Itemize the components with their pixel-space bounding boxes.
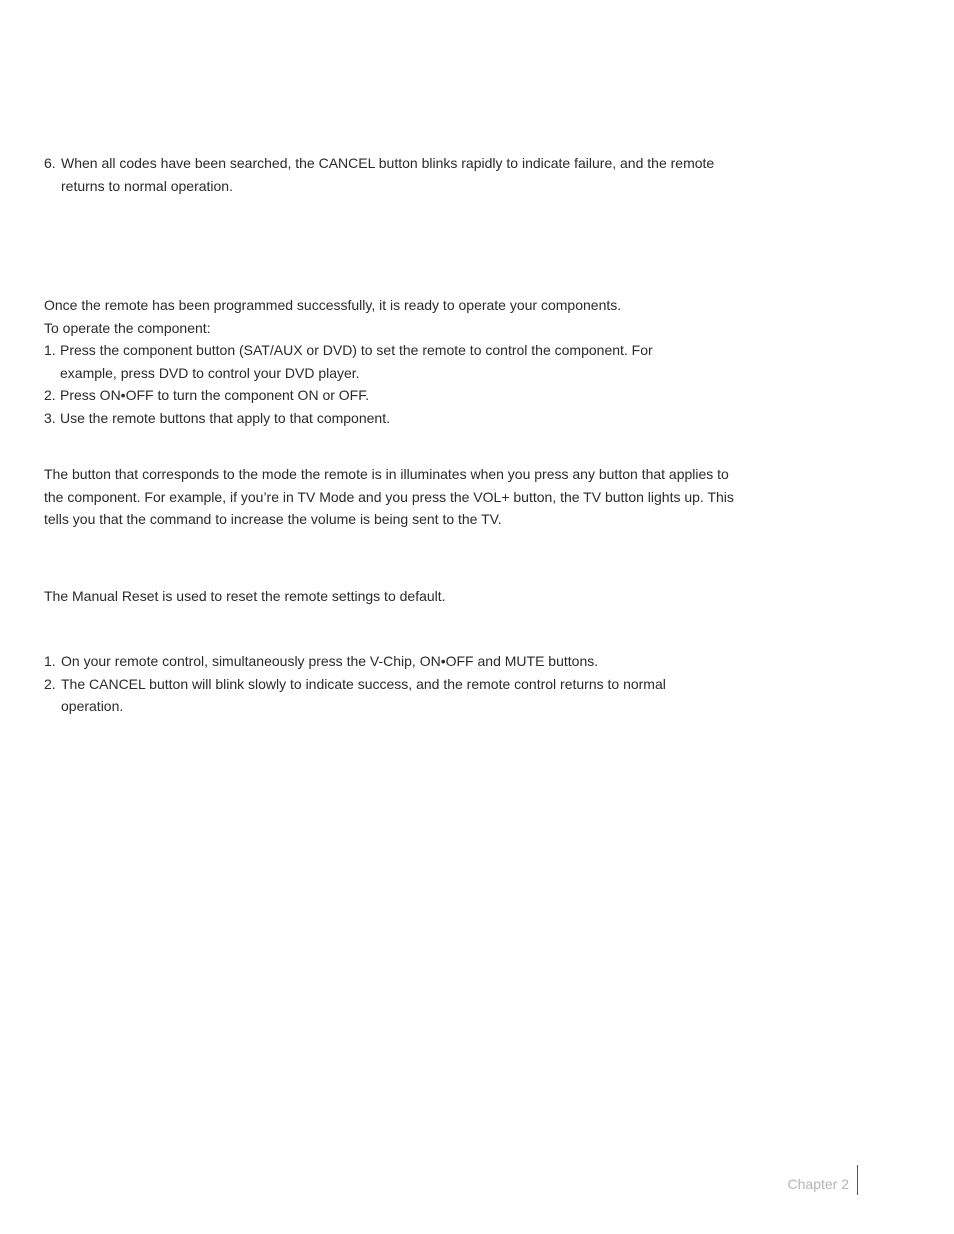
list-item: [44, 650, 744, 673]
manual-reset-steps: [44, 650, 744, 718]
footer-divider: [857, 1165, 858, 1195]
manual-reset-intro-section: [44, 585, 744, 608]
list-number: 1.: [44, 342, 56, 358]
operate-lead: To operate the component:: [44, 319, 211, 336]
list-text: Use the remote buttons that apply to that component.: [60, 409, 390, 426]
list-number: 3.: [44, 409, 56, 426]
list-text: Press ON•OFF to turn the component ON or OFF.: [60, 387, 370, 403]
list-number: 2.: [44, 675, 56, 692]
illumination-section: [44, 463, 744, 531]
list-text: The CANCEL button will blink slowly to indicate success, and the remote control returns to normal operation.: [61, 675, 666, 714]
list-text: When all codes have been searched, the CANCEL button blinks rapidly to indicate failure, and the remote returns to normal operation.: [61, 155, 715, 194]
manual-reset-intro: The Manual Reset is used to reset the remote settings to default.: [44, 588, 446, 604]
chapter-label: Chapter 2: [787, 1175, 849, 1192]
list-item: [44, 384, 744, 407]
list-text: On your remote control, simultaneously press the V-Chip, ON•OFF and MUTE buttons.: [61, 653, 599, 669]
page-footer: [788, 1164, 858, 1196]
list-number: 1.: [44, 653, 56, 669]
operate-section: [44, 294, 744, 429]
illumination-paragraph: The button that corresponds to the mode the remote is in illuminates when you press any button that applies to the component. For example, if you’re in TV Mode and you press the VOL+ button, the TV button lights up. This tells you that the command to increase the volume is being sent to the TV.: [44, 466, 734, 527]
list-number: 6.: [44, 155, 56, 171]
search-failure-step: [44, 152, 744, 197]
list-item: [44, 673, 744, 718]
list-item: [44, 407, 744, 430]
list-text: Press the component button (SAT/AUX or DVD) to set the remote to control the component. For example, press DVD to control your DVD player.: [60, 342, 653, 381]
list-item: [44, 152, 744, 197]
list-number: 2.: [44, 387, 56, 403]
list-item: [44, 339, 744, 384]
operate-intro: Once the remote has been programmed successfully, it is ready to operate your components.: [44, 297, 622, 313]
